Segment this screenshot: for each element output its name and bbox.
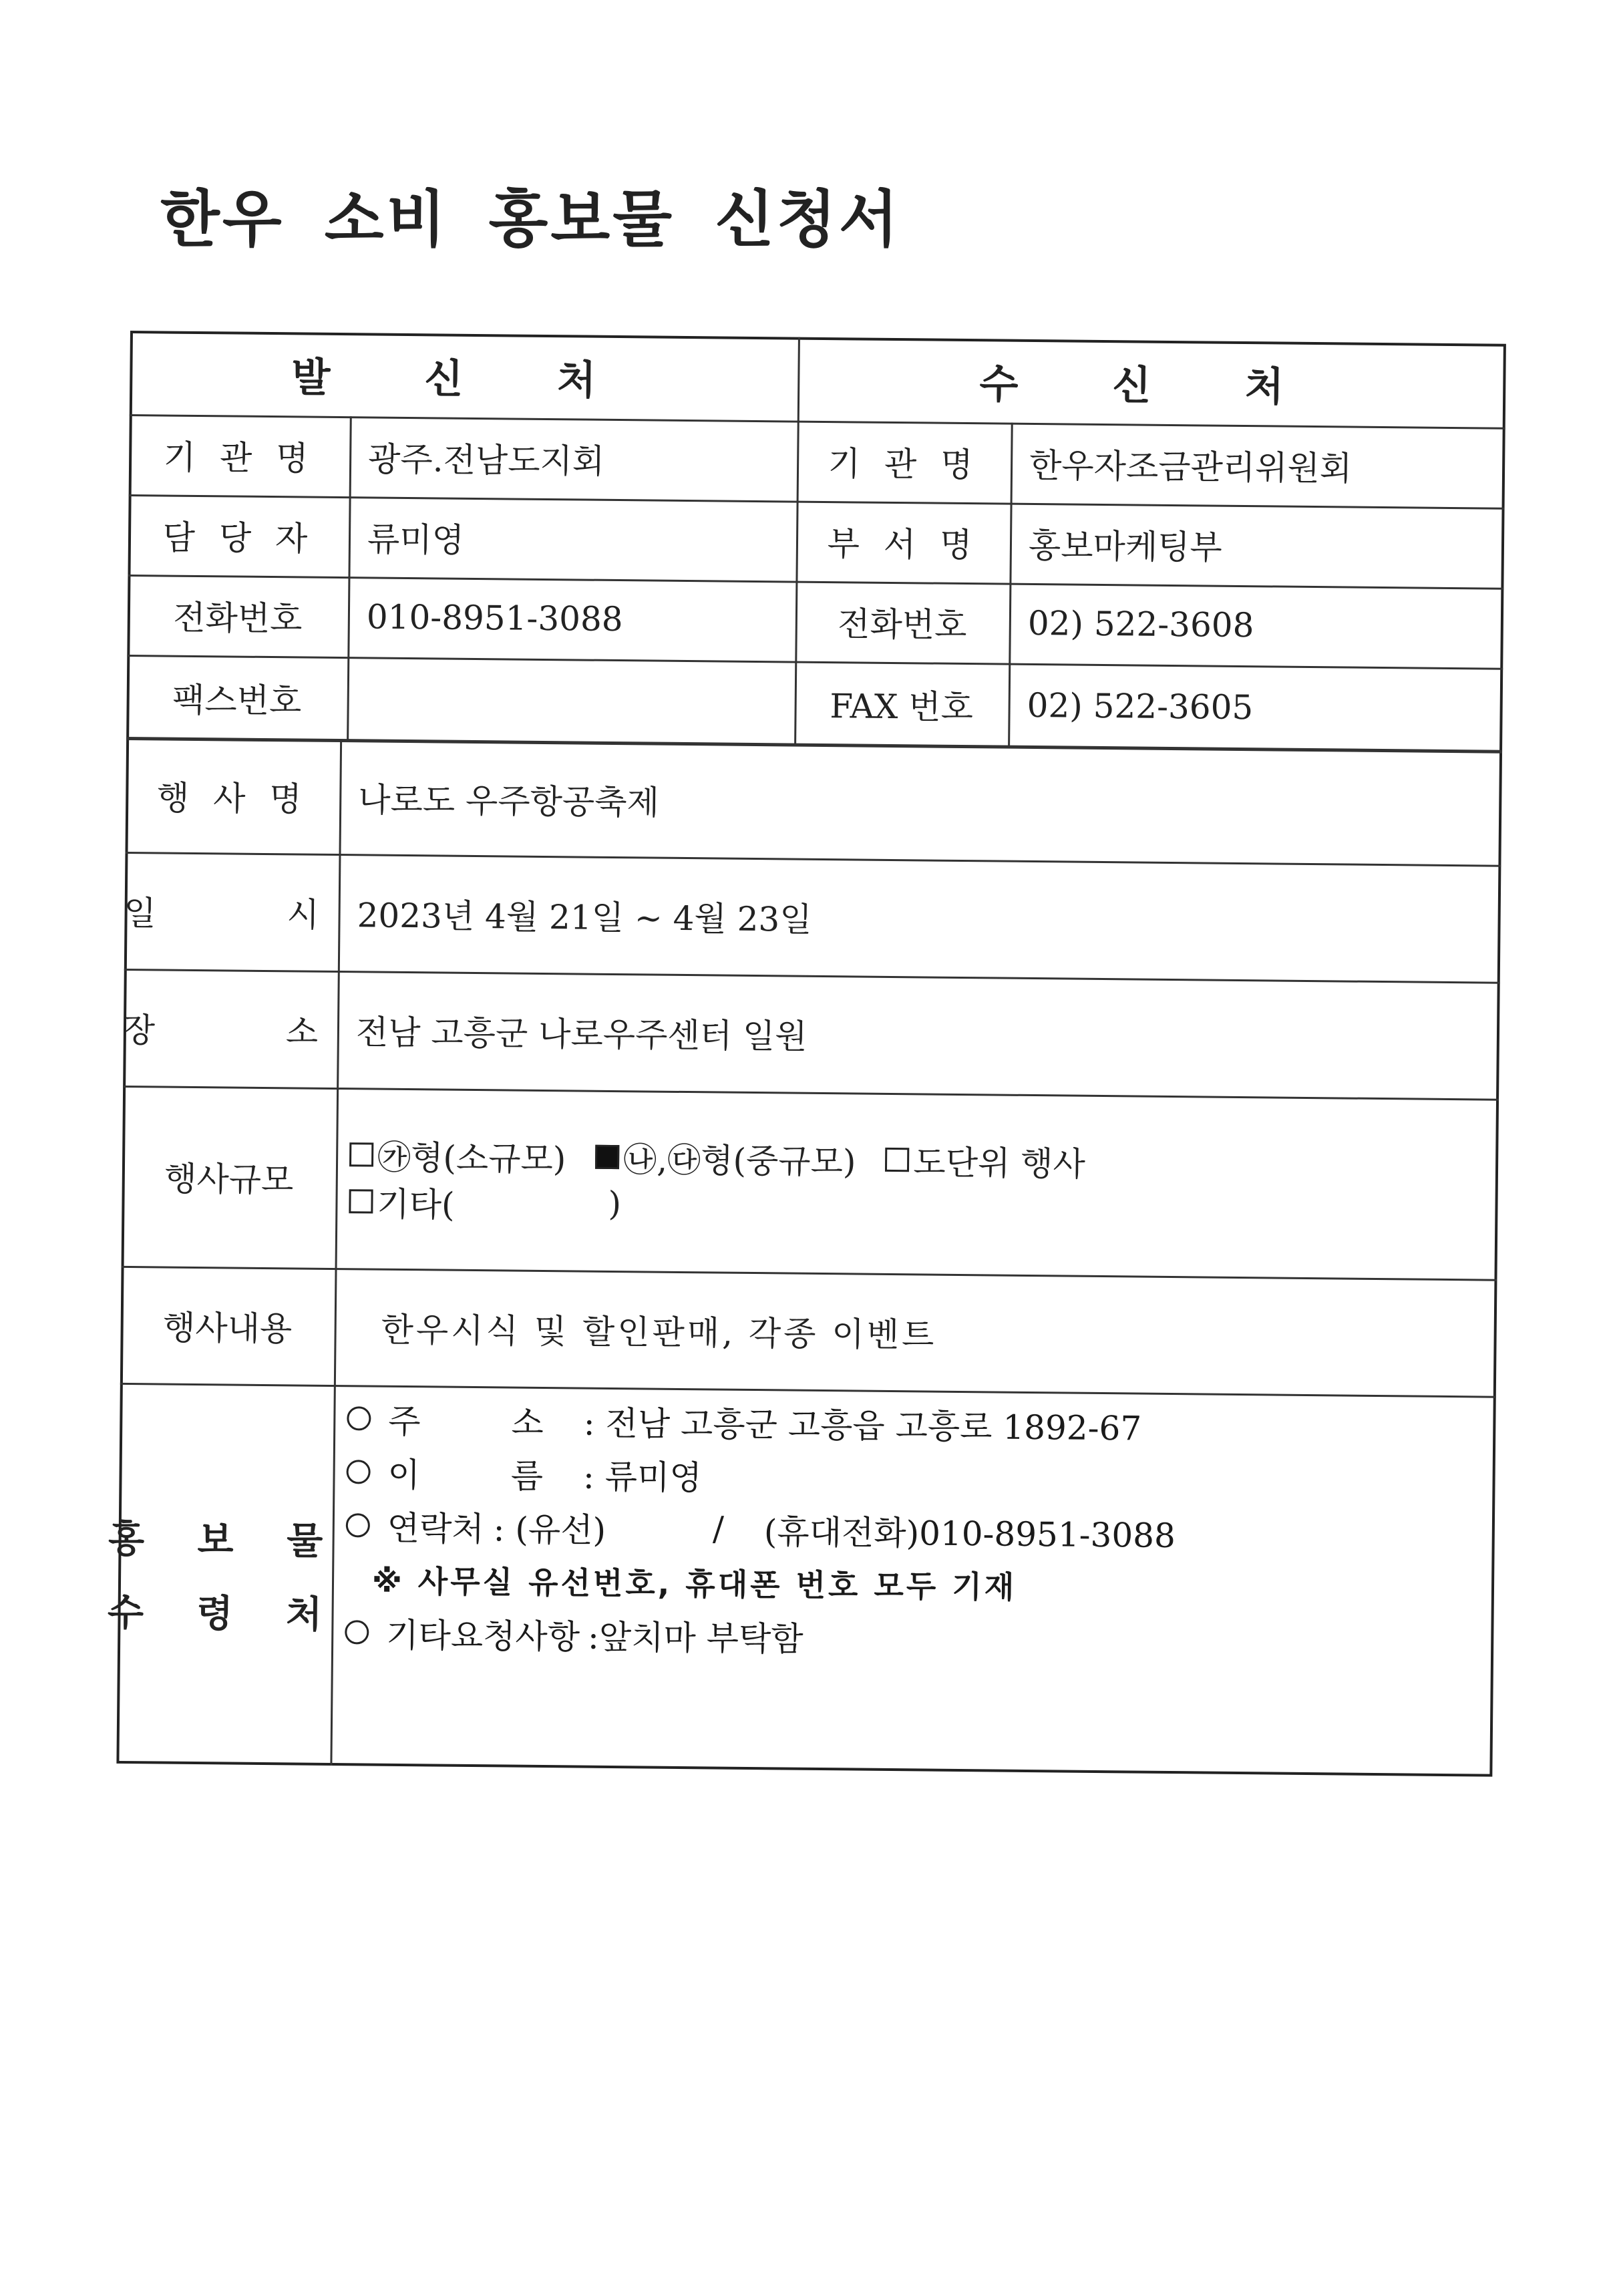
recipient-address-value: : 전남 고흥군 고흥읍 고흥로 1892-67 <box>583 1404 1142 1448</box>
recipient-address-label: 주 소 <box>388 1402 584 1443</box>
receiver-dept-value: 홍보마케팅부 <box>1028 526 1223 567</box>
sender-org-label: 기 관 명 <box>163 438 315 478</box>
recipient-etc-value: :앞치마 부탁함 <box>587 1617 803 1659</box>
recipient-label-line2: 수 령 처 <box>107 1591 343 1637</box>
recipient-name-label: 이 름 <box>387 1455 584 1496</box>
scale-other-blank[interactable] <box>455 1202 608 1204</box>
event-content-value: 한우시식 및 할인판매, 각종 이벤트 <box>381 1310 937 1355</box>
scale-option-province-label: 도단위 행사 <box>913 1143 1086 1184</box>
checkbox-province[interactable] <box>885 1148 909 1172</box>
application-form <box>107 331 1505 1777</box>
event-content-label: 행사내용 <box>162 1308 293 1348</box>
sender-org-value: 광주.전남도지회 <box>367 440 605 481</box>
recipient-contact-label: 연락처 <box>387 1508 484 1549</box>
receiver-org-value: 한우자조금관리위원회 <box>1029 446 1353 488</box>
recipient-notice: ※ 사무실 유선번호, 휴대폰 번호 모두 기재 <box>371 1563 1017 1605</box>
checkbox-medium-checked[interactable] <box>595 1145 619 1169</box>
document-title: 한우 소비 홍보물 신청서 <box>160 184 901 255</box>
bullet-circle-icon <box>346 1513 370 1537</box>
scale-option-other[interactable] <box>349 1177 621 1228</box>
recipient-label-line1: 홍 보 물 <box>108 1517 343 1564</box>
sender-fax-label: 팩스번호 <box>172 680 302 720</box>
scale-other-close: ) <box>608 1184 622 1224</box>
recipient-etc-label: 기타요청사항 <box>385 1615 580 1657</box>
bullet-circle-icon <box>347 1406 371 1430</box>
scale-option-other-label: 기타( <box>377 1184 455 1224</box>
event-place-value: 전남 고흥군 나로우주센터 일원 <box>355 1012 808 1056</box>
receiver-phone-label: 전화번호 <box>837 605 967 645</box>
bullet-circle-icon <box>346 1460 370 1484</box>
recipient-name-value: : 류미영 <box>582 1457 702 1498</box>
recipient-label <box>107 1383 343 1766</box>
receiver-fax-label: FAX 번호 <box>830 686 974 727</box>
event-scale-options <box>349 1088 1499 1279</box>
scale-option-small[interactable] <box>349 1130 566 1180</box>
sender-manager-value: 류미영 <box>367 520 465 560</box>
scale-option-medium[interactable] <box>595 1133 856 1184</box>
checkbox-other[interactable] <box>349 1189 373 1213</box>
receiver-dept-label: 부 서 명 <box>827 524 979 565</box>
recipient-details <box>345 1391 1483 1669</box>
checkbox-small[interactable] <box>349 1142 373 1166</box>
scale-option-province[interactable] <box>885 1136 1085 1186</box>
receiver-fax-value: 02) 522-3605 <box>1027 685 1254 727</box>
sender-heading: 발 신 처 <box>291 353 637 404</box>
recipient-contact-mobile: (휴대전화)010-8951-3088 <box>763 1512 1176 1556</box>
scale-option-medium-label: ㉯,㉰형(중규모) <box>623 1140 856 1182</box>
event-scale-label: 행사규모 <box>164 1159 294 1200</box>
receiver-heading: 수 신 처 <box>979 360 1324 411</box>
event-date-value: 2023년 4월 21일 ~ 4월 23일 <box>357 895 812 939</box>
sender-phone-value: 010-8951-3088 <box>366 597 623 639</box>
sender-phone-label: 전화번호 <box>172 598 303 639</box>
sender-fax-value <box>347 657 795 744</box>
sender-manager-label: 담 당 자 <box>162 518 315 558</box>
receiver-org-label: 기 관 명 <box>828 444 980 485</box>
recipient-contact-landline: : (유선) <box>493 1510 606 1550</box>
event-place-label: 장 소 <box>122 1010 379 1052</box>
recipient-etc-row <box>345 1605 1481 1669</box>
event-name-label: 행 사 명 <box>156 778 309 819</box>
event-name-value: 나로도 우주항공축제 <box>357 780 660 822</box>
bullet-circle-icon <box>345 1620 369 1644</box>
event-date-label: 일 시 <box>124 893 380 935</box>
recipient-contact-separator: / <box>712 1509 725 1548</box>
scale-option-small-label: ㉮형(소규모) <box>377 1138 566 1179</box>
receiver-phone-value: 02) 522-3608 <box>1027 603 1254 645</box>
